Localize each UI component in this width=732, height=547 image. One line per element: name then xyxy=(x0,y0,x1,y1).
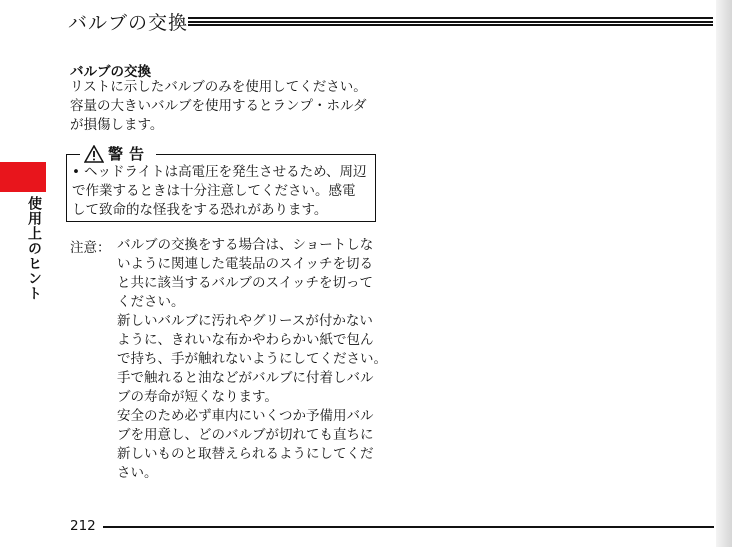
note-label: 注意： xyxy=(70,240,111,256)
footer-rule xyxy=(103,526,714,528)
section-tab-marker xyxy=(0,162,46,192)
note-line: で持ち、手が触れないようにしてください。 xyxy=(117,351,387,367)
warning-triangle-icon xyxy=(84,145,104,163)
note-line: ブを用意し、どのバルブが切れても直ちに xyxy=(117,427,374,443)
section-tab-label: 使用上のヒント xyxy=(26,196,42,301)
note-line: 手で触れると油などがバルブに付着しバル xyxy=(117,370,374,386)
intro-line: 容量の大きいバルブを使用するとランプ・ホルダ xyxy=(70,98,367,114)
page-title: バルブの交換 xyxy=(68,12,189,34)
note-line: ください。 xyxy=(117,294,185,310)
intro-line: リストに示したバルブのみを使用してください。 xyxy=(70,79,367,95)
warning-line: で作業するときは十分注意してください。感電 xyxy=(72,183,356,199)
warning-label-text: 警告 xyxy=(108,145,151,163)
page-edge xyxy=(716,0,732,547)
warning-line: ヘッドライトは高電圧を発生させるため、周辺 xyxy=(84,164,367,180)
warning-text xyxy=(72,163,367,220)
intro-paragraph xyxy=(70,78,367,135)
note-line: ように、きれいな布かやわらかい紙で包ん xyxy=(117,332,374,348)
header-rule xyxy=(188,17,713,26)
note-line: 安全のため必ず車内にいくつか予備用バル xyxy=(117,408,374,424)
note-line: 新しいバルブに汚れやグリースが付かない xyxy=(117,313,373,329)
note-line: いように関連した電装品のスイッチを切る xyxy=(117,256,373,272)
note-line: バルブの交換をする場合は、ショートしな xyxy=(117,237,374,253)
bullet: • xyxy=(72,164,80,180)
page-number: 212 xyxy=(70,518,96,534)
section-heading: バルブの交換 xyxy=(70,64,151,80)
note-line: 新しいものと取替えられるようにしてくだ xyxy=(117,446,374,462)
intro-line: が損傷します。 xyxy=(70,117,164,133)
warning-line: して致命的な怪我をする恐れがあります。 xyxy=(72,202,328,218)
note-line: と共に該当するバルブのスイッチを切って xyxy=(117,275,373,291)
note-body xyxy=(117,236,387,483)
warning-label xyxy=(80,143,156,164)
note-line: さい。 xyxy=(117,465,158,481)
note-line: ブの寿命が短くなります。 xyxy=(117,389,278,405)
